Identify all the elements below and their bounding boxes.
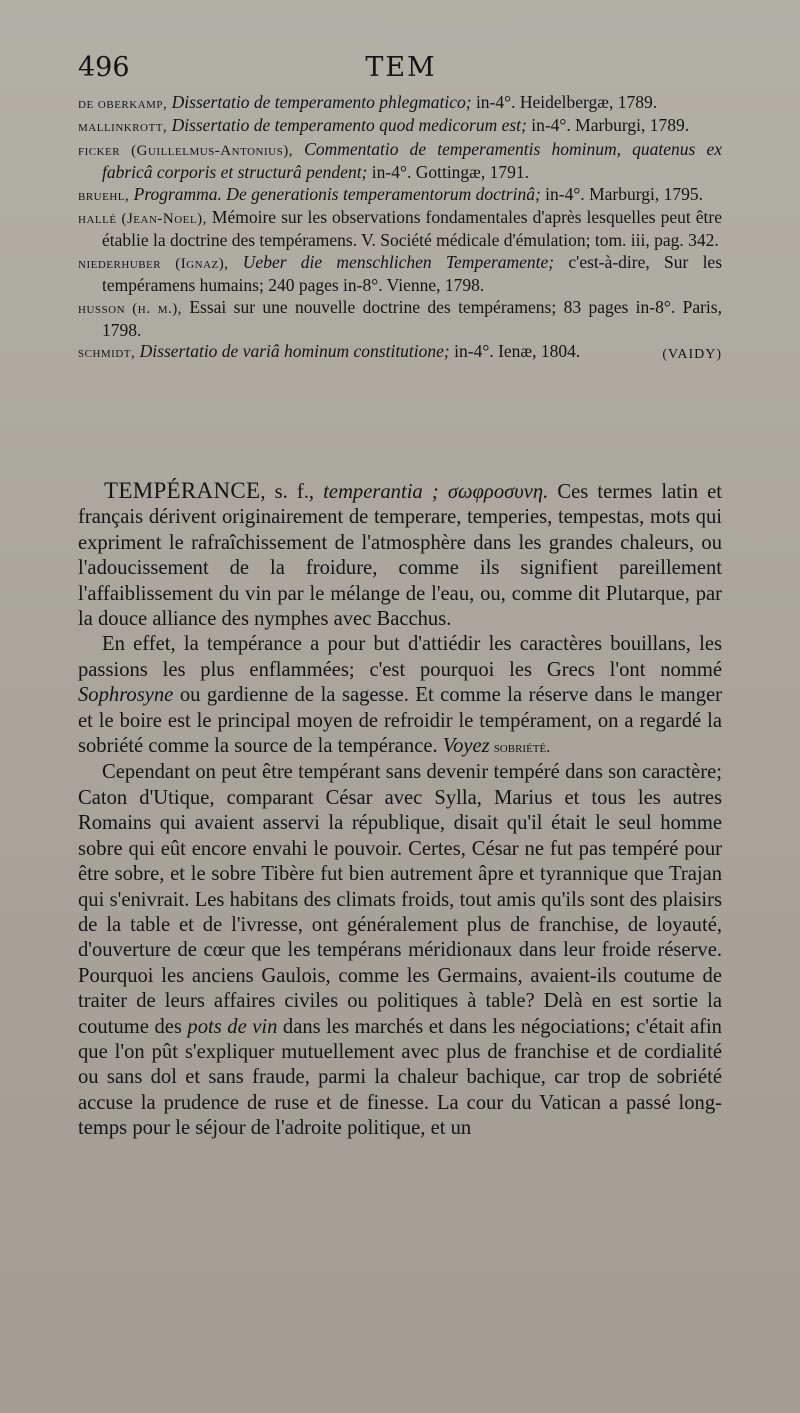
biblio-entry (78, 252, 722, 297)
biblio-details: in-4°. Ienæ, 1804. (449, 341, 581, 362)
article-temperance (78, 478, 722, 1142)
paragraph-text: dans les marchés et dans les négociations; c'était afin que l'on pût s'expliquer mutuellement avec plus de franchise et de cordialité ou sans dol et sans fraude, parmi la chaleur bachique, car trop de sobriété accuse la prudence de ruse et de finesse. La cour du Vatican a passé long-temps pour le séjour de l'adroite politique, et un (78, 1015, 722, 1140)
biblio-author: bruehl, (78, 187, 130, 204)
paragraph-text: Ces termes latin et français dérivent originairement de temperare, temperies, tempestas, mots qui expriment le rafraîchissement de l'atmosphère dans les grandes chaleurs, ou l'adoucissement de la froidure, comme ils signifient pareillement l'affaiblissement du vin par le mélange de l'eau, ou, comme dit Plutarque, par la douce alliance des nymphes avec Bacchus. (78, 481, 722, 631)
italic-term: pots de vin (187, 1015, 278, 1038)
latin-greek-gloss: temperantia ; σωφροσυνη. (323, 481, 549, 503)
running-head: TEM (365, 52, 437, 83)
biblio-title: Dissertatio de variâ hominum constitutione; (139, 341, 450, 362)
page-number: 496 (78, 52, 130, 83)
biblio-title: Ueber die menschlichen Temperamente; (242, 251, 555, 272)
article-paragraph (78, 632, 722, 760)
cross-reference-target: sobriété. (489, 739, 551, 757)
biblio-author: hallé (Jean-Noel), (78, 211, 207, 228)
biblio-title: Programma. De generationis temperamentorum doctrinâ; (133, 183, 541, 204)
biblio-entry (78, 184, 722, 207)
biblio-entry (78, 297, 722, 342)
biblio-entry (78, 139, 722, 184)
bibliography (78, 92, 722, 365)
biblio-details: Mémoire sur les observations fondamentales d'après lesquelles peut être établie la doctrine des tempéramens. V. Société médicale d'émulation; tom. iii, pag. 342. (102, 207, 722, 251)
headword: TEMPÉRANCE (104, 478, 261, 503)
biblio-author: de oberkamp, (78, 96, 168, 112)
author-credit: (VAIDY) (662, 346, 722, 362)
biblio-author: mallinkrott, (78, 119, 168, 136)
page-header (78, 52, 724, 88)
paragraph-text: En effet, la tempérance a pour but d'attiédir les caractères bouillans, les passions les plus enflammées; c'est pourquoi les Grecs l'ont nommé (78, 633, 722, 681)
biblio-details: in-4°. Marburgi, 1795. (540, 183, 703, 204)
biblio-author: ficker (Guillelmus-Antonius), (78, 142, 293, 159)
biblio-author: husson (h. m.), (78, 300, 182, 317)
biblio-entry (78, 115, 722, 138)
biblio-title: Dissertatio de temperamento phlegmatico; (171, 92, 472, 112)
biblio-author: niederhuber (Ignaz), (78, 255, 229, 272)
grammar-label: , s. f., (260, 481, 324, 503)
biblio-details: in-4°. Gottingæ, 1791. (367, 162, 529, 183)
paragraph-text: Cependant on peut être tempérant sans devenir tempéré dans son caractère; Caton d'Utique, comparant César avec Sylla, Marius et tous les autres Romains qui avaient asservi la république, disait qu'il était le seul homme sobre qui eût encore envahi le pouvoir. Certes, César ne fut pas tempéré pour être sobre, et le sobre Tibère fut bien autrement âpre et tyrannique que Trajan qui s'enivrait. Les habitans des climats froids, tout amis qu'ils sont des plaisirs de la table et de l'ivresse, ont généralement plus de franchise, de loyauté, d'ouverture de cœur que les tempérans méridionaux dans leur froide réserve. Pourquoi les anciens Gaulois, comme les Germains, avaient-ils coutume de traiter de leurs affaires civiles ou politiques à table? Delà en est sortie la coutume des (78, 761, 722, 1038)
biblio-details: Essai sur une nouvelle doctrine des tempéramens; 83 pages in-8°. Paris, 1798. (102, 296, 722, 341)
biblio-entry (78, 207, 722, 252)
biblio-details: in-4°. Heidelbergæ, 1789. (471, 92, 658, 112)
biblio-title: Commentatio de temperamentis hominum, quatenus ex fabricâ corporis et structurâ pendent; (102, 138, 723, 183)
article-paragraph (78, 760, 722, 1141)
biblio-details: in-4°. Marburgi, 1789. (526, 115, 690, 136)
biblio-entry (78, 92, 722, 115)
italic-term: Sophrosyne (78, 684, 174, 707)
article-paragraph (78, 478, 722, 632)
biblio-details: c'est-à-dire, Sur les tempéramens humains; 240 pages in-8°. Vienne, 1798. (102, 251, 723, 296)
biblio-title: Dissertatio de temperamento quod medicorum est; (171, 115, 527, 136)
biblio-author: schmidt, (78, 345, 136, 362)
paragraph-text: ou gardienne de la sagesse. Et comme la réserve dans le manger et le boire est le principal moyen de refroidir le tempérament, on a regardé la sobriété comme la source de la tempérance. (78, 684, 722, 758)
cross-reference-voyez: Voyez (442, 735, 490, 758)
